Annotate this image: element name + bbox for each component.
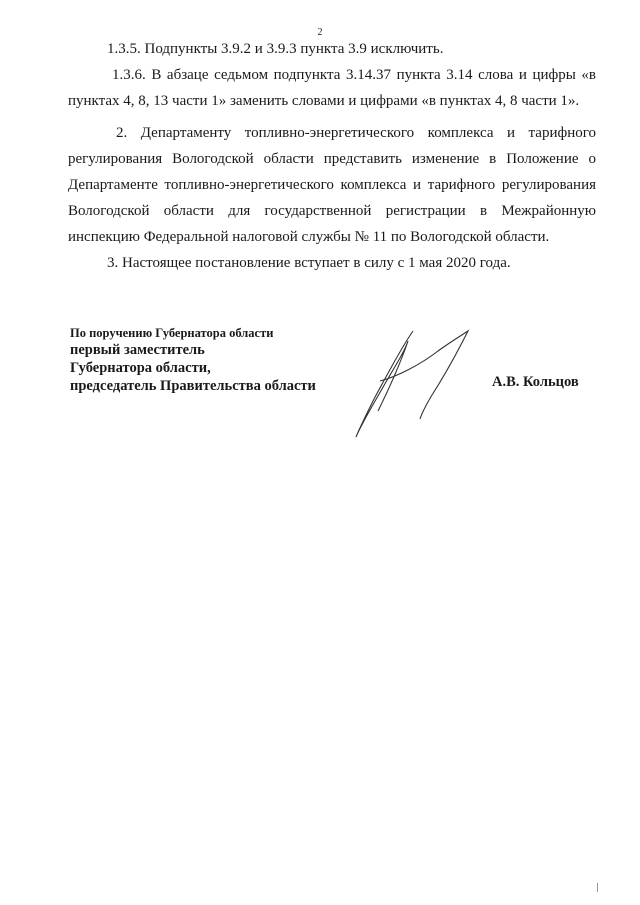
paragraph-3: 3. Настоящее постановление вступает в силу с 1 мая 2020 года. xyxy=(107,255,511,271)
page-number: 2 xyxy=(317,27,323,38)
signature-line-2: первый заместитель xyxy=(70,342,205,358)
paragraph-1-3-6: 1.3.6. В абзаце седьмом подпункта 3.14.37 пункта 3.14 слова и цифры «в пунктах 4, 8, 13 части 1» заменить словами и цифрами «в пунктах 4, 8 части 1». xyxy=(68,67,596,109)
signature-line-3: Губернатора области, xyxy=(70,360,211,376)
edge-mark xyxy=(597,883,598,892)
signer-name: А.В. Кольцов xyxy=(492,374,579,390)
signature-line-1: По поручению Губернатора области xyxy=(70,326,274,340)
paragraph-2: 2. Департаменту топливно-энергетического комплекса и тарифного регулирования Вологодской области представить изменение в Положение о Департаменте топливно-энергетического комплекса и тарифного регулирования Вологодской области для государственной регистрации в Межрайонную инспекцию Федеральной налоговой службы № 11 по Вологодской области. xyxy=(68,125,596,245)
signature-line-4: председатель Правительства области xyxy=(70,378,316,394)
signature-block xyxy=(70,325,316,395)
paragraph-1-3-5: 1.3.5. Подпункты 3.9.2 и 3.9.3 пункта 3.9 исключить. xyxy=(107,41,444,57)
handwritten-signature xyxy=(350,325,480,445)
